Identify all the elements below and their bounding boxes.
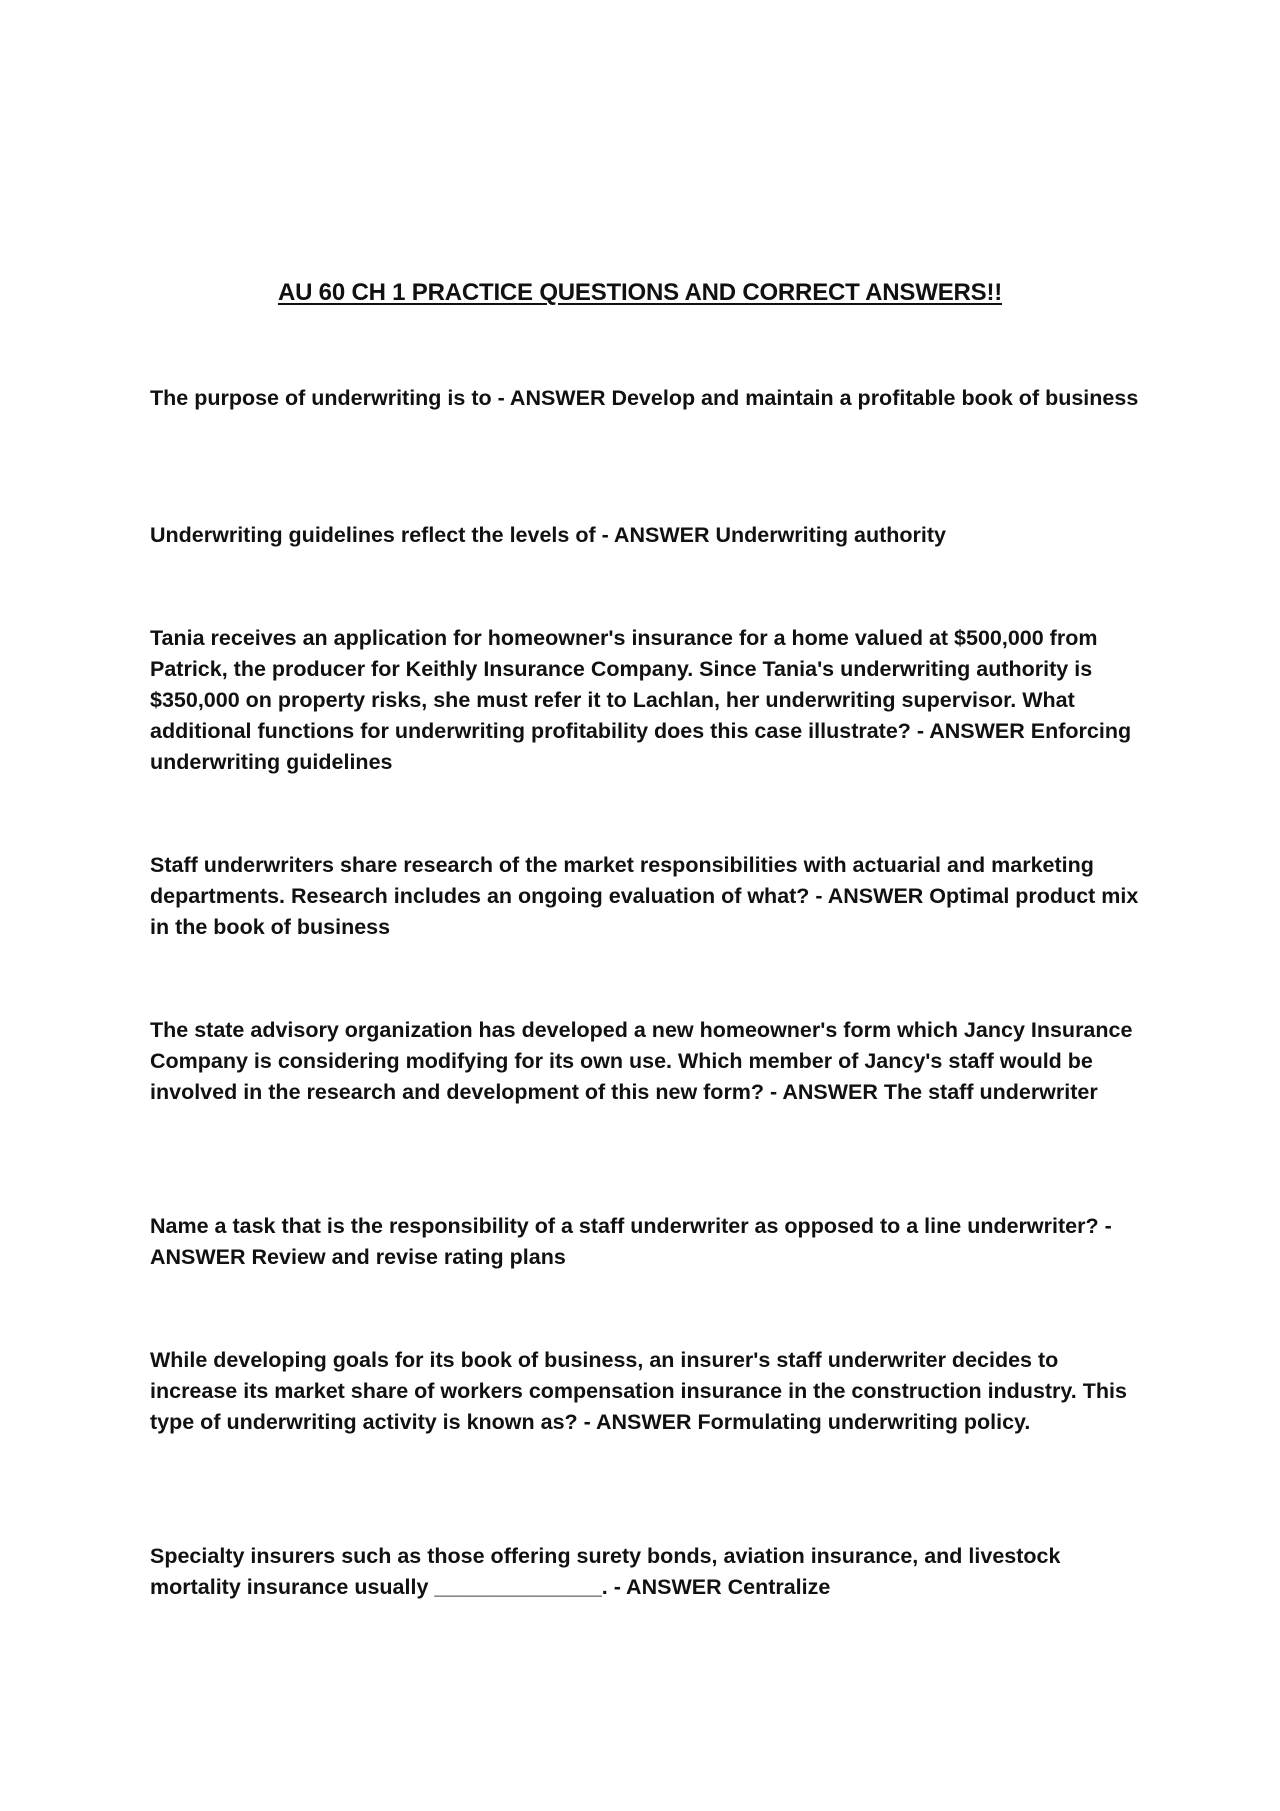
- qa-item-staff-vs-line-underwriter: Name a task that is the responsibility of a staff underwriter as opposed to a line underwriter? - ANSWER Review and revise rating plans: [150, 1214, 1112, 1269]
- document-title: AU 60 CH 1 PRACTICE QUESTIONS AND CORRECT ANSWERS!!: [277, 279, 1003, 306]
- qa-item-purpose-of-underwriting: The purpose of underwriting is to - ANSWER Develop and maintain a profitable book of business: [150, 386, 1139, 410]
- qa-item-staff-underwriters-research: Staff underwriters share research of the market responsibilities with actuarial and marketing departments. Research includes an ongoing evaluation of what? - ANSWER Optimal product mix in the book of business: [150, 853, 1139, 939]
- qa-item-specialty-insurers: Specialty insurers such as those offering surety bonds, aviation insurance, and livestock mortality insurance usually ______________. - ANSWER Centralize: [150, 1544, 1061, 1599]
- qa-item-tania-homeowners: Tania receives an application for homeowner's insurance for a home valued at $500,000 from Patrick, the producer for Keithly Insurance Company. Since Tania's underwriting authority is $350,000 on property risks, she must refer it to Lachlan, her underwriting supervisor. What additional functions for underwriting profitability does this case illustrate? - ANSWER Enforcing underwriting guidelines: [150, 626, 1132, 774]
- qa-item-underwriting-policy: While developing goals for its book of business, an insurer's staff underwriter decides to increase its market share of workers compensation insurance in the construction industry. This type of underwriting activity is known as? - ANSWER Formulating underwriting policy.: [150, 1348, 1127, 1434]
- qa-item-state-advisory-organization: The state advisory organization has developed a new homeowner's form which Jancy Insurance Company is considering modifying for its own use. Which member of Jancy's staff would be involved in the research and development of this new form? - ANSWER The staff underwriter: [150, 1018, 1133, 1104]
- qa-item-underwriting-guidelines: Underwriting guidelines reflect the levels of - ANSWER Underwriting authority: [150, 523, 946, 547]
